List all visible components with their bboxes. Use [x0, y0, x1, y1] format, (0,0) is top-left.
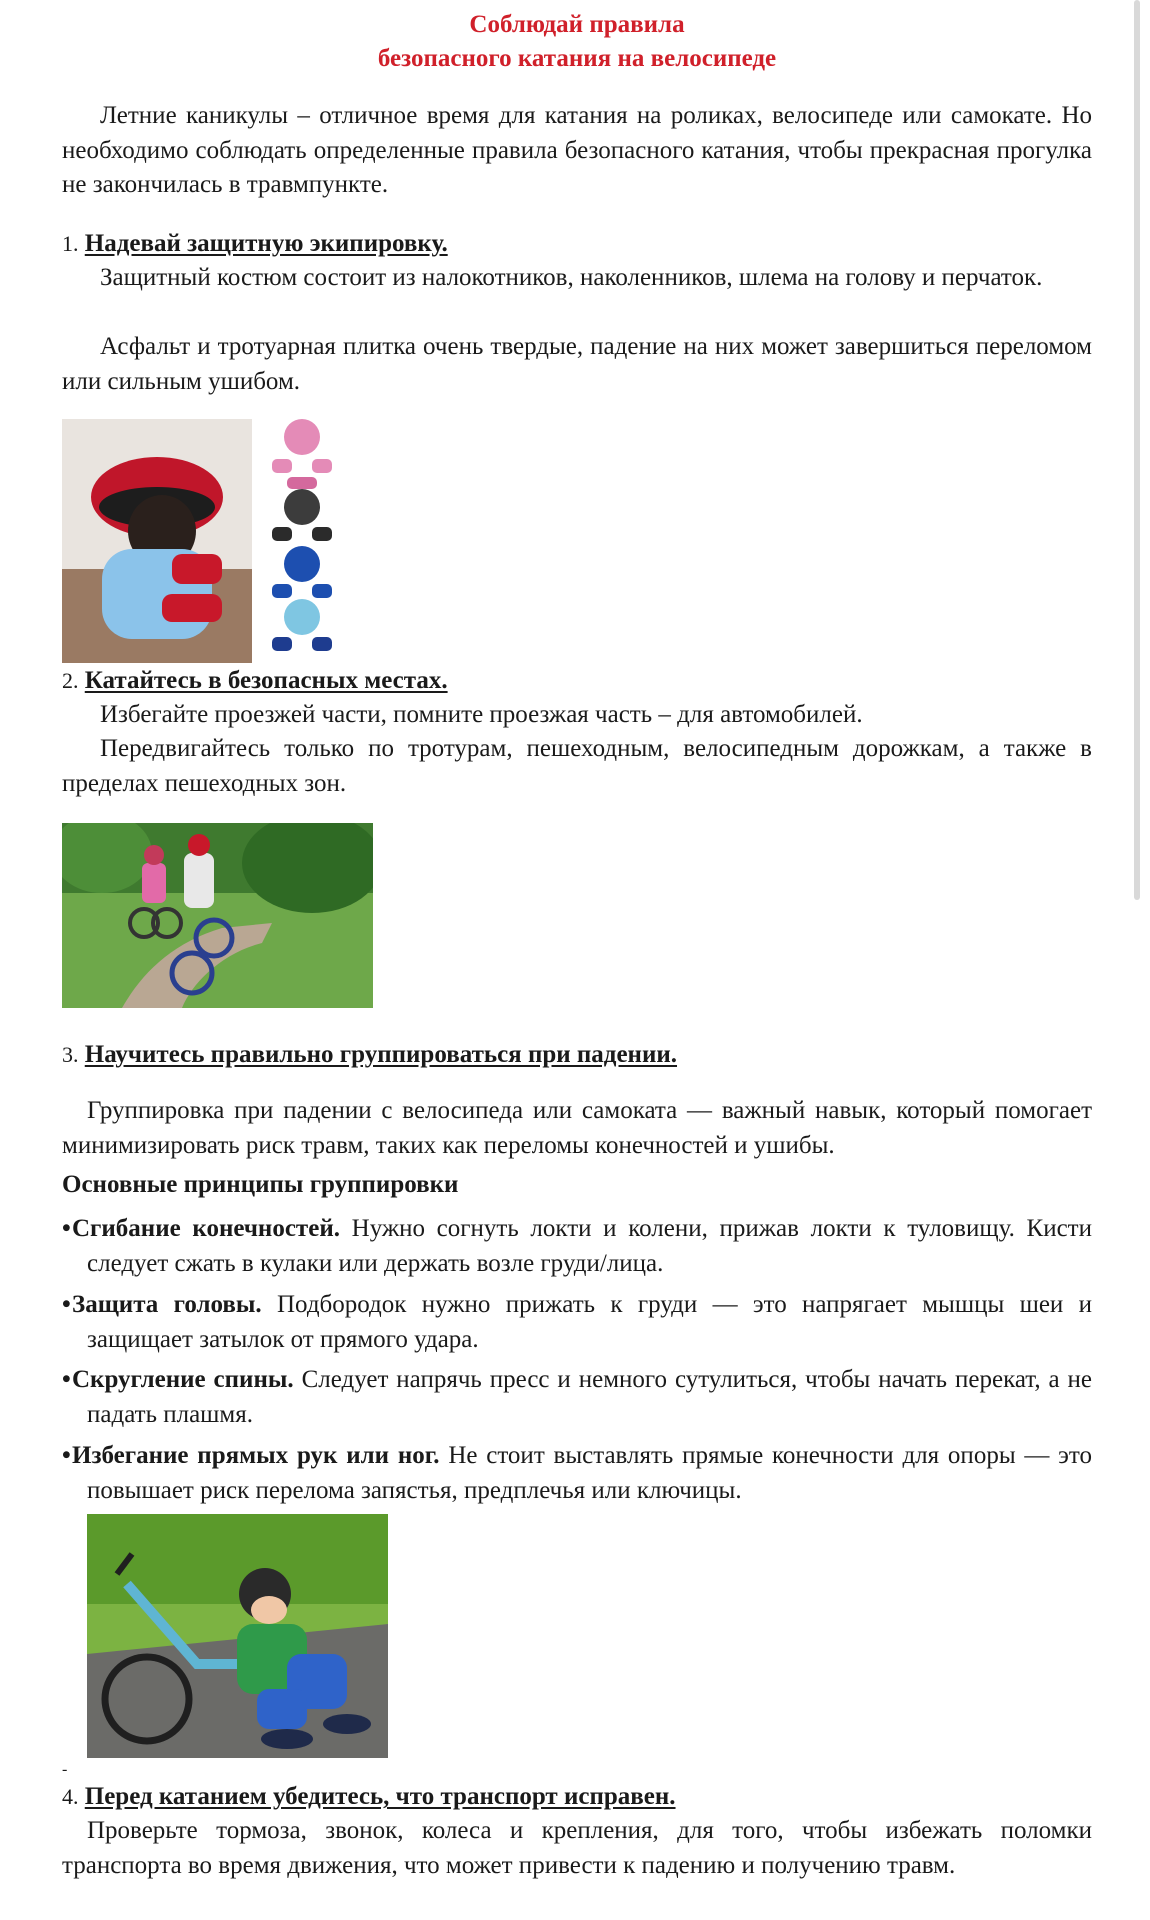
principle-bullet-3 [62, 1363, 1092, 1432]
principle-bullet-2 [62, 1288, 1092, 1357]
document-title-line1: Соблюдай правила [469, 11, 685, 38]
bullet-dot: • [62, 1442, 71, 1469]
section-1-heading [62, 227, 448, 261]
section-1-paragraph-2: Асфальт и тротуарная плитка очень твердые, падение на них может завершиться переломом или сильным ушибом. [62, 333, 1092, 395]
vertical-scrollbar[interactable] [1134, 0, 1140, 900]
section-2-paragraph-2: Передвигайтесь только по тротурам, пешеходным, велосипедным дорожкам, а также в пределах пешеходных зон. [62, 735, 1092, 797]
stray-mark: - [62, 1761, 68, 1778]
section-3-subheading: Основные принципы группировки [62, 1171, 459, 1198]
section-3-heading [62, 1038, 677, 1072]
fallen-boy-illustration [87, 1514, 388, 1758]
bullet-dot: • [62, 1215, 71, 1242]
section-4-paragraph-1: Проверьте тормоза, звонок, колеса и крепления, для того, чтобы избежать поломки транспорта во время движения, что может привести к падению и получению травм. [62, 1817, 1092, 1879]
kids-cycling-illustration [62, 823, 373, 1008]
section-3-title: Научитесь правильно группироваться при падении. [84, 1041, 678, 1068]
principle-term-1: Сгибание конечностей. [72, 1215, 340, 1242]
section-2-paragraph-1: Избегайте проезжей части, помните проезжая часть – для автомобилей. [100, 701, 863, 728]
principle-term-2: Защита головы. [72, 1291, 262, 1318]
principle-bullet-4 [62, 1439, 1092, 1508]
bullet-dot: • [62, 1366, 71, 1393]
principle-text-1: Нужно согнуть локти и колени, прижав локти к туловищу. Кисти следует сжать в кулаки или держать возле груди/лица. [87, 1215, 1092, 1277]
document-title-line2: безопасного катания на велосипеде [377, 45, 777, 72]
section-2-number: 2. [62, 668, 79, 693]
principle-bullet-1 [62, 1212, 1092, 1281]
kids-cycling-image [62, 823, 373, 1008]
section-2-title: Катайтесь в безопасных местах. [84, 667, 448, 694]
intro-paragraph: Летние каникулы – отличное время для катания на роликах, велосипеде или самокате. Но необходимо соблюдать определенные правила безопасного катания, чтобы прекрасная прогулка не закончилась в травмпункте. [62, 102, 1092, 198]
section-4-heading [62, 1780, 676, 1814]
principle-term-3: Скругление спины. [72, 1366, 294, 1393]
section-1-title: Надевай защитную экипировку. [84, 230, 448, 257]
section-2-heading [62, 664, 448, 698]
section-4-number: 4. [62, 1784, 79, 1809]
section-1-number: 1. [62, 231, 79, 256]
section-3-number: 3. [62, 1042, 79, 1067]
section-3-paragraph-1: Группировка при падении с велосипеда или самоката — важный навык, который помогает минимизировать риск травм, таких как переломы конечностей и ушибы. [62, 1097, 1092, 1159]
principle-text-3: Следует напрячь пресс и немного сутулиться, чтобы начать перекат, а не падать плашмя. [87, 1366, 1092, 1428]
document-page [62, 0, 1092, 1920]
protective-gear-illustration [62, 419, 357, 663]
principle-text-4: Не стоит выставлять прямые конечности для опоры — это повышает риск перелома запястья, предплечья или ключицы. [87, 1442, 1092, 1504]
section-4-title: Перед катанием убедитесь, что транспорт исправен. [84, 1783, 676, 1810]
principle-term-4: Избегание прямых рук или ног. [72, 1442, 440, 1469]
section-1-paragraph-1: Защитный костюм состоит из налокотников, наколенников, шлема на голову и перчаток. [100, 264, 1043, 291]
bullet-dot: • [62, 1291, 71, 1318]
fallen-boy-image [87, 1514, 388, 1758]
principle-text-2: Подбородок нужно прижать к груди — это напрягает мышцы шеи и защищает затылок от прямого удара. [87, 1291, 1093, 1353]
protective-gear-image [62, 419, 357, 663]
